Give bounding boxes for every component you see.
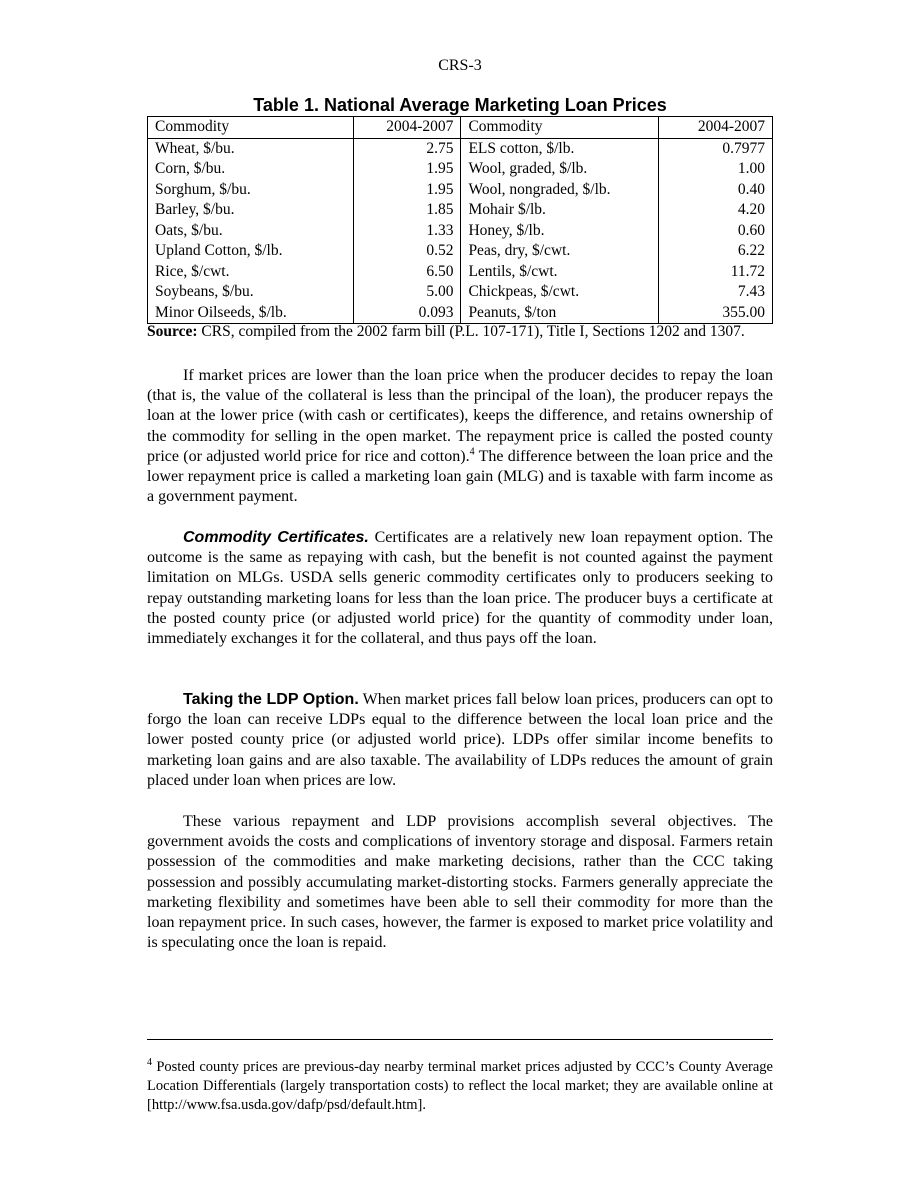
footnote-number: 4 xyxy=(147,1057,152,1069)
table-row xyxy=(148,159,773,180)
commodity-cell: Mohair $/lb. xyxy=(461,200,659,221)
price-cell: 1.95 xyxy=(353,159,461,180)
paragraph-repayment xyxy=(147,366,773,507)
price-cell: 6.50 xyxy=(353,262,461,283)
commodity-cell: Wool, nongraded, $/lb. xyxy=(461,180,659,201)
paragraph-text: If market prices are lower than the loan price when the producer decides to repay the loan (that is, the value of the collateral is less than the principal of the loan), the producer repays the loan at the lower price (with cash or certificates), keeps the difference, and retains ownership of the commodity for selling in the open market. The repayment price is called the posted county price (or adjusted world price for rice and cotton). xyxy=(147,367,773,465)
commodity-cell: Chickpeas, $/cwt. xyxy=(461,282,659,303)
page-header: CRS-3 xyxy=(438,57,482,74)
table-row xyxy=(148,221,773,242)
price-cell: 0.7977 xyxy=(659,138,773,159)
paragraph-text: When market prices fall below loan prices, producers can opt to forgo the loan can receive LDPs equal to the difference between the local loan price and the lower posted county price (or adjusted world price). LDPs offer similar income benefits to marketing loan gains and are also taxable. The availability of LDPs reduces the amount of grain placed under loan when prices are low. xyxy=(147,691,774,789)
section-heading-ldp-option: Taking the LDP Option. xyxy=(183,691,359,708)
commodity-cell: Peas, dry, $/cwt. xyxy=(461,241,659,262)
table-header xyxy=(148,117,773,139)
price-cell: 355.00 xyxy=(659,303,773,324)
table-row xyxy=(148,180,773,201)
footnote-reference: 4 xyxy=(469,446,475,458)
commodity-cell: Sorghum, $/bu. xyxy=(148,180,354,201)
commodity-cell: Lentils, $/cwt. xyxy=(461,262,659,283)
table-row xyxy=(148,282,773,303)
price-cell: 4.20 xyxy=(659,200,773,221)
header-years-left: 2004-2007 xyxy=(353,117,461,139)
paragraph-text: The difference between the loan price and the lower repayment price is called a marketing loan gain (MLG) and is taxable with farm income as a government payment. xyxy=(147,447,773,506)
footnote-text: Posted county prices are previous-day nearby terminal market prices adjusted by CCC’s County Average Location Differentials (largely transportation costs) to reflect the local market; they are available online at [http://www.fsa.usda.gov/dafp/psd/default.htm]. xyxy=(147,1059,773,1113)
price-cell: 1.95 xyxy=(353,180,461,201)
price-cell: 11.72 xyxy=(659,262,773,283)
table-body xyxy=(148,138,773,324)
price-cell: 0.52 xyxy=(353,241,461,262)
header-commodity-right: Commodity xyxy=(461,117,659,139)
commodity-cell: Honey, $/lb. xyxy=(461,221,659,242)
commodity-cell: Wheat, $/bu. xyxy=(148,138,354,159)
table-row xyxy=(148,138,773,159)
price-cell: 1.33 xyxy=(353,221,461,242)
source-label: Source: xyxy=(147,323,198,340)
commodity-cell: Upland Cotton, $/lb. xyxy=(148,241,354,262)
price-cell: 7.43 xyxy=(659,282,773,303)
commodity-cell: Oats, $/bu. xyxy=(148,221,354,242)
price-cell: 5.00 xyxy=(353,282,461,303)
table-source-note xyxy=(147,323,787,341)
table-row xyxy=(148,262,773,283)
section-heading-commodity-certificates: Commodity Certificates. xyxy=(183,529,369,546)
footnote-divider xyxy=(147,1039,773,1040)
price-cell: 0.093 xyxy=(353,303,461,324)
commodity-cell: Wool, graded, $/lb. xyxy=(461,159,659,180)
commodity-cell: Rice, $/cwt. xyxy=(148,262,354,283)
paragraph-objectives: These various repayment and LDP provisions accomplish several objectives. The government avoids the costs and complications of inventory storage and disposal. Farmers retain possession of the commodities and make marketing decisions, rather than the CCC taking possession and possibly accumulating market-distorting stocks. Farmers generally appreciate the marketing flexibility and sometimes have been able to sell their commodity for more than the loan repayment price. In such cases, however, the farmer is exposed to market price volatility and is speculating once the loan is repaid. xyxy=(147,813,773,952)
paragraph-text: Certificates are a relatively new loan repayment option. The outcome is the same as repaying with cash, but the benefit is not counted against the payment limitation on MLGs. USDA sells generic commodity certificates only to producers seeking to repay outstanding marketing loans for less than the loan price. The producer buys a certificate at the posted county price (or adjusted world price) for the quantity of commodity under loan, immediately exchanges it for the collateral, and thus pays off the loan. xyxy=(147,529,773,648)
source-text: CRS, compiled from the 2002 farm bill (P.L. 107-171), Title I, Sections 1202 and 1307. xyxy=(197,323,745,340)
header-years-right: 2004-2007 xyxy=(659,117,773,139)
price-cell: 6.22 xyxy=(659,241,773,262)
price-cell: 1.00 xyxy=(659,159,773,180)
price-cell: 0.40 xyxy=(659,180,773,201)
commodity-cell: Corn, $/bu. xyxy=(148,159,354,180)
table-row xyxy=(148,241,773,262)
price-cell: 2.75 xyxy=(353,138,461,159)
commodity-cell: Barley, $/bu. xyxy=(148,200,354,221)
price-cell: 0.60 xyxy=(659,221,773,242)
paragraph-commodity-certificates xyxy=(147,528,773,649)
commodity-cell: Peanuts, $/ton xyxy=(461,303,659,324)
commodity-cell: ELS cotton, $/lb. xyxy=(461,138,659,159)
table-row xyxy=(148,200,773,221)
table-title: Table 1. National Average Marketing Loan Prices xyxy=(253,95,667,115)
paragraph-ldp-option xyxy=(147,690,773,791)
loan-price-table xyxy=(147,116,773,324)
price-cell: 1.85 xyxy=(353,200,461,221)
table-header-row xyxy=(148,117,773,139)
commodity-cell: Soybeans, $/bu. xyxy=(148,282,354,303)
table-row xyxy=(148,303,773,324)
footnote xyxy=(147,1058,773,1115)
header-commodity-left: Commodity xyxy=(148,117,354,139)
commodity-cell: Minor Oilseeds, $/lb. xyxy=(148,303,354,324)
